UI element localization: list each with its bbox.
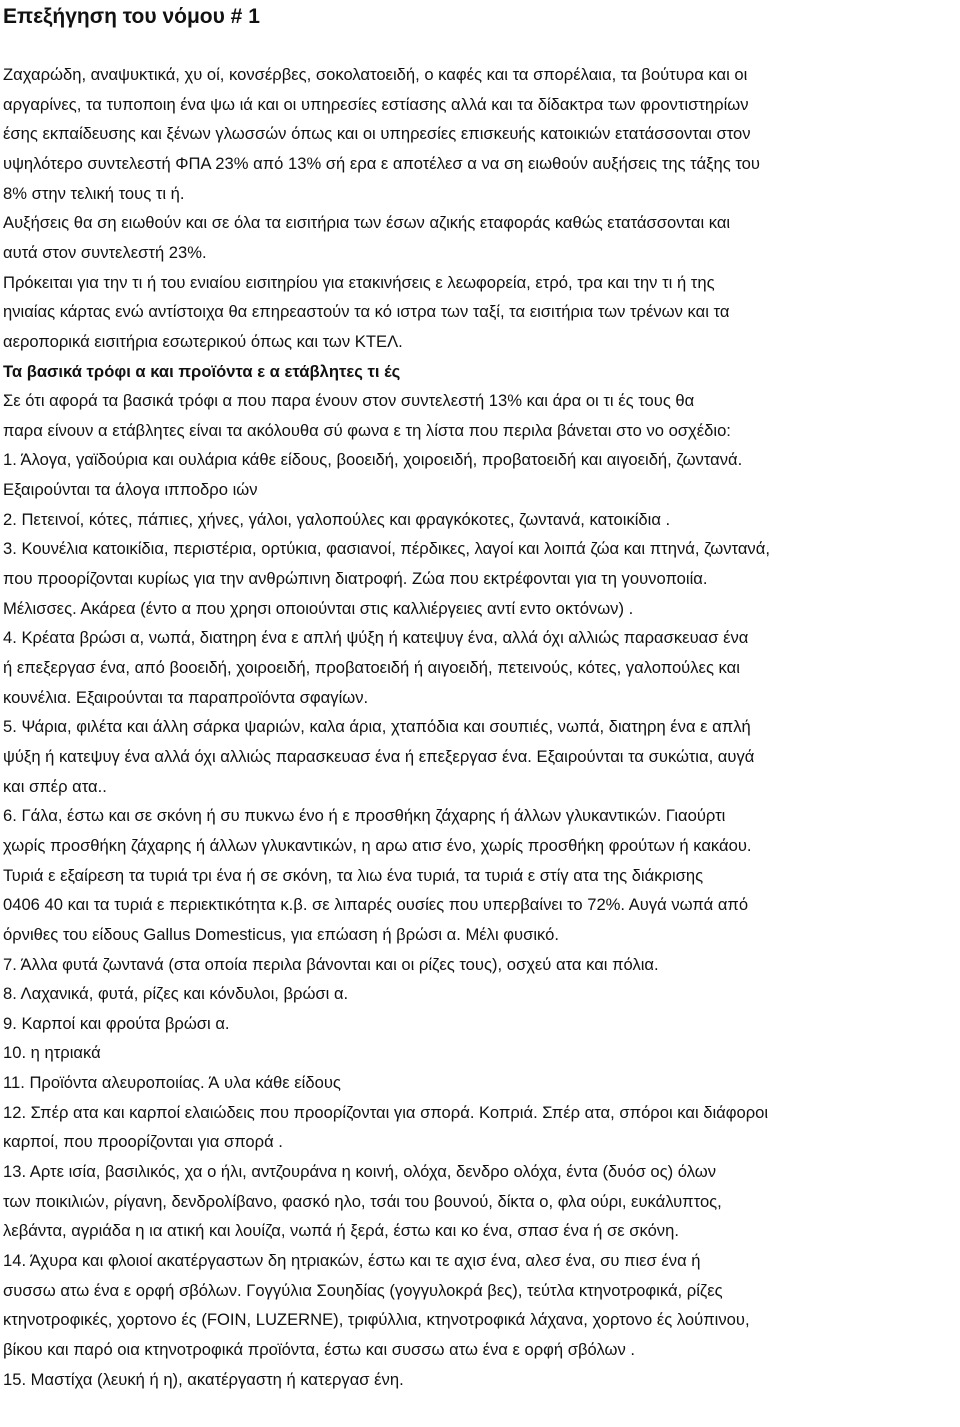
text-line: υψηλότερο συντελεστή ΦΠΑ 23% από 13% σή ερα ε αποτέλεσ α να ση ειωθούν αυξήσεις της τάξης του: [3, 153, 760, 173]
text-line: των ποικιλιών, ρίγανη, δενδρολίβανο, φασκό ηλο, τσάι του βουνού, δίκτα ο, φλα ούρι, ευκάλυπτος,: [3, 1191, 722, 1211]
text-line: 7. Άλλα φυτά ζωντανά (στα οποία περιλα βάνονται και οι ρίζες τους), οσχεύ ατα και πόλια.: [3, 954, 659, 974]
text-line: Μέλισσες. Ακάρεα (έντο α που χρησι οποιούνται στις καλλιέργειες αντί εντο οκτόνων) .: [3, 598, 634, 618]
text-line: 0406 40 και τα τυριά ε περιεκτικότητα κ.β. σε λιπαρές ουσίες που υπερβαίνει το 72%. Αυγά νωπά από: [3, 895, 749, 915]
text-line: Σε ότι αφορά τα βασικά τρόφι α που παρα ένουν στον συντελεστή 13% και άρα οι τι ές τους θα: [3, 391, 695, 411]
text-line: ηνιαίας κάρτας ενώ αντίστοιχα θα επηρεαστούν τα κό ιστρα των ταξί, τα εισιτήρια των τρένων και τα: [3, 302, 730, 322]
text-line: ψύξη ή κατεψυγ ένα αλλά όχι αλλιώς παρασκευασ ένα ή επεξεργασ ένα. Εξαιρούνται τα συκώτια, αυγά: [3, 746, 755, 766]
text-line: 4. Κρέατα βρώσι α, νωπά, διατηρη ένα ε απλή ψύξη ή κατεψυγ ένα, αλλά όχι αλλιώς παρασκευασ ένα: [3, 628, 749, 648]
text-line: 8. Λαχανικά, φυτά, ρίζες και κόνδυλοι, βρώσι α.: [3, 984, 349, 1004]
text-line: 2. Πετεινοί, κότες, πάπιες, χήνες, γάλοι, γαλοπούλες και φραγκόκοτες, ζωντανά, κατοικίδια .: [3, 509, 671, 529]
text-line: αργαρίνες, τα τυποποιη ένα ψω ιά και οι υπηρεσίες εστίασης αλλά και τα δίδακτρα των φροντιστηρίων: [3, 94, 749, 114]
text-line: Πρόκειται για την τι ή του ενιαίου εισιτηρίου για ετακινήσεις ε λεωφορεία, ετρό, τρα και την τι ή της: [3, 272, 715, 292]
text-line: ή επεξεργασ ένα, από βοοειδή, χοιροειδή, προβατοειδή ή αιγοειδή, πετεινούς, κότες, γαλοπούλες και: [3, 658, 740, 677]
text-line: 13. Αρτε ισία, βασιλικός, χα ο ήλι, αντζουράνα η κοινή, ολόχα, δενδρο ολόχα, έντα (δυόσ ος) όλων: [3, 1162, 716, 1182]
text-line: αεροπορικά εισιτήρια εσωτερικού όπως και των ΚΤΕΛ.: [3, 331, 403, 351]
text-line: 3. Κουνέλια κατοικίδια, περιστέρια, ορτύκια, φασιανοί, πέρδικες, λαγοί και λοιπά ζώα και πτηνά, ζωντανά,: [3, 539, 770, 559]
text-line: Τυριά ε εξαίρεση τα τυριά τρι ένα ή σε σκόνη, τα λιω ένα τυριά, τα τυριά ε στίγ ατα της διάκρισης: [3, 865, 704, 885]
text-line: Αυξήσεις θα ση ειωθούν και σε όλα τα εισιτήρια των έσων αζικής εταφοράς καθώς ετατάσσονται και: [3, 213, 731, 233]
text-line: λεβάντα, αγριάδα η ια ατική και λουίζα, νωπά ή ξερά, έστω και κο ένα, σπασ ένα ή σε σκόνη.: [3, 1221, 679, 1241]
text-line: 9. Καρποί και φρούτα βρώσι α.: [3, 1013, 230, 1033]
text-line: παρα είνουν α ετάβλητες είναι τα ακόλουθα σύ φωνα ε τη λίστα που περιλα βάνεται στο νο οσχέδιο:: [3, 420, 731, 440]
text-line: 6. Γάλα, έστω και σε σκόνη ή συ πυκνω ένο ή ε προσθήκη ζάχαρης ή άλλων γλυκαντικών. Γιαούρτι: [3, 806, 726, 826]
text-line: 1. Άλογα, γαϊδούρια και ουλάρια κάθε είδους, βοοειδή, χοιροειδή, προβατοειδή και αιγοειδή, ζωντανά.: [3, 450, 743, 470]
text-line: Εξαιρούνται τα άλογα ιπποδρο ιών: [3, 480, 258, 500]
document-title: Επεξήγηση του νόμου # 1: [3, 5, 260, 28]
text-line: όρνιθες του είδους Gallus Domesticus, για επώαση ή βρώσι α. Μέλι φυσικό.: [3, 924, 559, 944]
text-line: και σπέρ ατα..: [3, 776, 107, 796]
text-line: αυτά στον συντελεστή 23%.: [3, 242, 207, 262]
text-line: χωρίς προσθήκη ζάχαρης ή άλλων γλυκαντικών, η αρω ατισ ένο, χωρίς προσθήκη φρούτων ή κακάου.: [3, 835, 752, 855]
text-line: που προορίζονται κυρίως για την ανθρώπινη διατροφή. Ζώα που εκτρέφονται για τη γουνοποιία.: [3, 569, 708, 589]
section-heading: Τα βασικά τρόφι α και προϊόντα ε α ετάβλητες τι ές: [3, 361, 401, 381]
text-line: 12. Σπέρ ατα και καρποί ελαιώδεις που προορίζονται για σπορά. Κοπριά. Σπέρ ατα, σπόροι και διάφοροι: [3, 1102, 769, 1122]
text-line: βίκου και παρό οια κτηνοτροφικά προϊόντα, έστω και συσσω ατω ένα ε ορφή σβόλων .: [3, 1339, 635, 1359]
text-line: 15. Μαστίχα (λευκή ή η), ακατέργαστη ή κατεργασ ένη.: [3, 1369, 404, 1389]
text-line: 11. Προϊόντα αλευροποιίας. Ά υλα κάθε είδους: [3, 1073, 341, 1093]
text-line: έσης εκπαίδευσης και ξένων γλωσσών όπως και οι υπηρεσίες επισκευής κατοικιών ετατάσσονται στον: [3, 124, 751, 144]
text-line: Ζαχαρώδη, αναψυκτικά, χυ οί, κονσέρβες, σοκολατοειδή, ο καφές και τα σπορέλαια, τα βούτυρα και οι: [3, 65, 748, 84]
text-line: κουνέλια. Εξαιρούνται τα παραπροϊόντα σφαγίων.: [3, 687, 369, 707]
text-line: 5. Ψάρια, φιλέτα και άλλη σάρκα ψαριών, καλα άρια, χταπόδια και σουπιές, νωπά, διατηρη ένα ε απλή: [3, 717, 751, 737]
text-line: 14. Άχυρα και φλοιοί ακατέργαστων δη ητριακών, έστω και τε αχισ ένα, αλεσ ένα, συ πιεσ ένα ή: [3, 1251, 701, 1270]
text-line: καρποί, που προορίζονται για σπορά .: [3, 1132, 283, 1152]
text-line: 8% στην τελική τους τι ή.: [3, 183, 185, 203]
text-line: κτηνοτροφικές, χορτονο ές (FOIN, LUZERNE), τριφύλλια, κτηνοτροφικά λάχανα, χορτονο ές λούπινου,: [3, 1310, 750, 1330]
text-line: συσσω ατω ένα ε ορφή σβόλων. Γογγύλια Σουηδίας (γογγυλοκρά βες), τεύτλα κτηνοτροφικά, ρίζες: [3, 1280, 723, 1300]
text-line: 10. η ητριακά: [3, 1043, 101, 1063]
